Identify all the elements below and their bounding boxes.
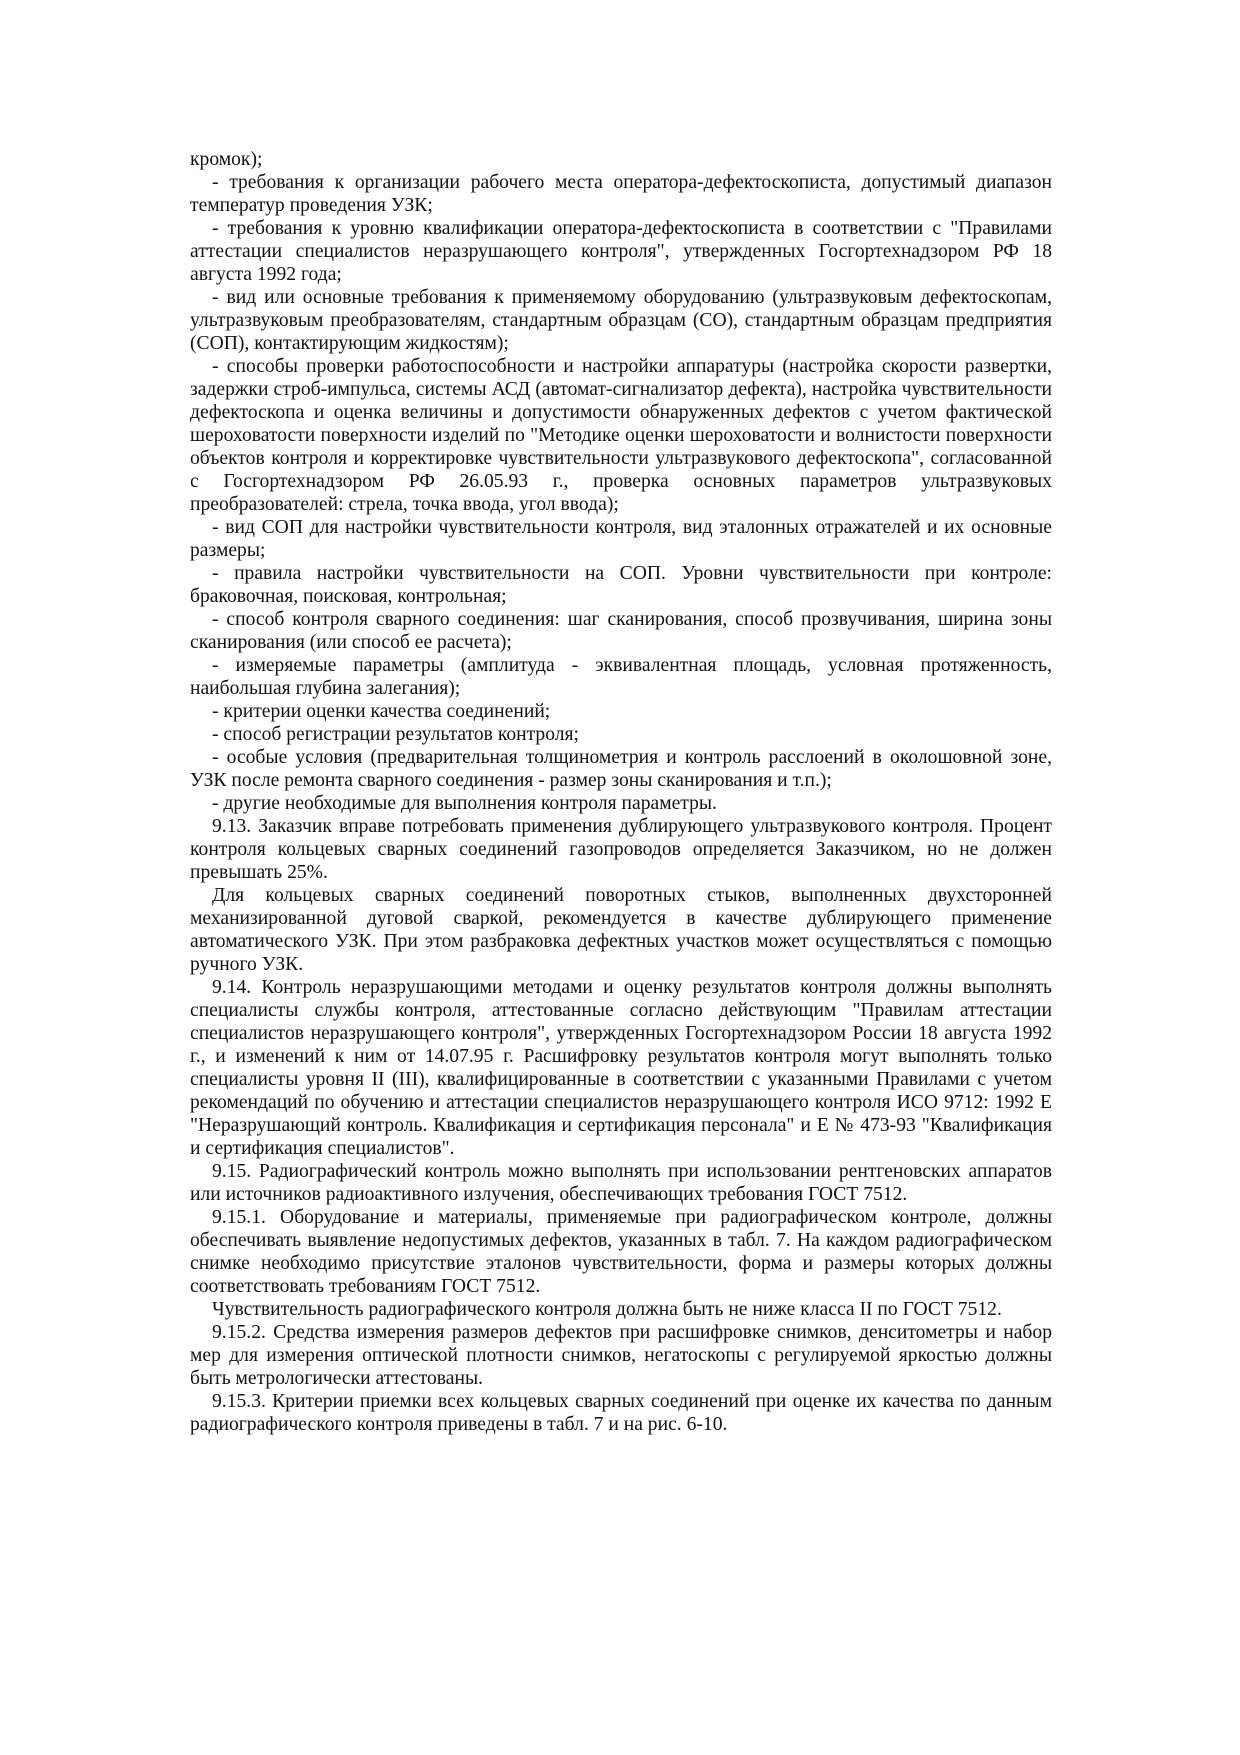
paragraph-equipment-requirements: - вид или основные требования к применяемому оборудованию (ультразвуковым дефектоскопам, ультразвуковым преобразователям, стандартным образцам (СО), стандартным образцам предприятия (СОП), контактирующим жидкостям); [190,287,1052,354]
paragraph-sensitivity-rules: - правила настройки чувствительности на СОП. Уровни чувствительности при контроле: браковочная, поисковая, контрольная; [190,563,1052,607]
paragraph-registration-method: - способ регистрации результатов контроля; [212,724,579,745]
paragraph-continuation: кромок); [190,149,263,170]
paragraph-section-9-13: 9.13. Заказчик вправе потребовать применения дублирующего ультразвукового контроля. Процент контроля кольцевых сварных соединений газопроводов определяется Заказчиком, но не должен превышать 25%. [190,816,1052,883]
paragraph-qualification-requirements: - требования к уровню квалификации оператора-дефектоскописта в соответствии с "Правилами аттестации специалистов неразрушающего контроля", утвержденных Госгортехнадзором РФ 18 августа 1992 года; [190,218,1052,285]
paragraph-section-9-14: 9.14. Контроль неразрушающими методами и оценку результатов контроля должны выполнять специалисты службы контроля, аттестованные согласно действующим "Правилам аттестации специалистов неразрушающего контроля", утвержденных Госгортехнадзором России 18 августа 1992 г., и изменений к ним от 14.07.95 г. Расшифровку результатов контроля могут выполнять только специалисты уровня II (III), квалифицированные в соответствии с указанными Правилами с учетом рекомендаций по обучению и аттестации специалистов неразрушающего контроля ИСО 9712: 1992 Е "Неразрушающий контроль. Квалификация и сертификация персонала" и Е № 473-93 "Квалификация и сертификация специалистов". [190,977,1052,1159]
document-page [190,148,1052,1436]
paragraph-section-9-15: 9.15. Радиографический контроль можно выполнять при использовании рентгеновских аппаратов или источников радиоактивного излучения, обеспечивающих требования ГОСТ 7512. [190,1161,1052,1205]
paragraph-rotary-joints: Для кольцевых сварных соединений поворотных стыков, выполненных двухсторонней механизированной дуговой сваркой, рекомендуется в качестве дублирующего применение автоматического УЗК. При этом разбраковка дефектных участков может осуществляться с помощью ручного УЗК. [190,885,1052,975]
paragraph-quality-criteria: - критерии оценки качества соединений; [212,701,551,722]
paragraph-workplace-requirements: - требования к организации рабочего места оператора-дефектоскописта, допустимый диапазон температур проведения УЗК; [190,172,1052,216]
paragraph-sop-type: - вид СОП для настройки чувствительности контроля, вид эталонных отражателей и их основные размеры; [190,517,1052,561]
paragraph-measured-parameters: - измеряемые параметры (амплитуда - эквивалентная площадь, условная протяженность, наибольшая глубина залегания); [190,655,1052,699]
paragraph-calibration-methods: - способы проверки работоспособности и настройки аппаратуры (настройка скорости развертки, задержки строб-импульса, системы АСД (автомат-сигнализатор дефекта), настройка чувствительности дефектоскопа и оценка величины и допустимости обнаруженных дефектов с учетом фактической шероховатости поверхности изделий по "Методике оценки шероховатости и волнистости поверхности объектов контроля и корректировке чувствительности ультразвукового дефектоскопа", согласованной с Госгортехнадзором РФ 26.05.93 г., проверка основных параметров ультразвуковых преобразователей: стрела, точка ввода, угол ввода); [190,356,1052,515]
paragraph-section-9-15-2: 9.15.2. Средства измерения размеров дефектов при расшифровке снимков, денситометры и набор мер для измерения оптической плотности снимков, негатоскопы с регулируемой яркостью должны быть метрологически аттестованы. [190,1322,1052,1389]
paragraph-section-9-15-1: 9.15.1. Оборудование и материалы, применяемые при радиографическом контроле, должны обеспечивать выявление недопустимых дефектов, указанных в табл. 7. На каждом радиографическом снимке необходимо присутствие эталонов чувствительности, форма и размеры которых должны соответствовать требованиям ГОСТ 7512. [190,1207,1052,1297]
paragraph-special-conditions: - особые условия (предварительная толщинометрия и контроль расслоений в околошовной зоне, УЗК после ремонта сварного соединения - размер зоны сканирования и т.п.); [190,747,1052,791]
paragraph-section-9-15-3: 9.15.3. Критерии приемки всех кольцевых сварных соединений при оценке их качества по данным радиографического контроля приведены в табл. 7 и на рис. 6-10. [190,1391,1052,1435]
paragraph-other-parameters: - другие необходимые для выполнения контроля параметры. [212,793,717,814]
paragraph-radiographic-sensitivity: Чувствительность радиографического контроля должна быть не ниже класса II по ГОСТ 7512. [212,1299,1002,1320]
paragraph-inspection-method: - способ контроля сварного соединения: шаг сканирования, способ прозвучивания, ширина зоны сканирования (или способ ее расчета); [190,609,1052,653]
